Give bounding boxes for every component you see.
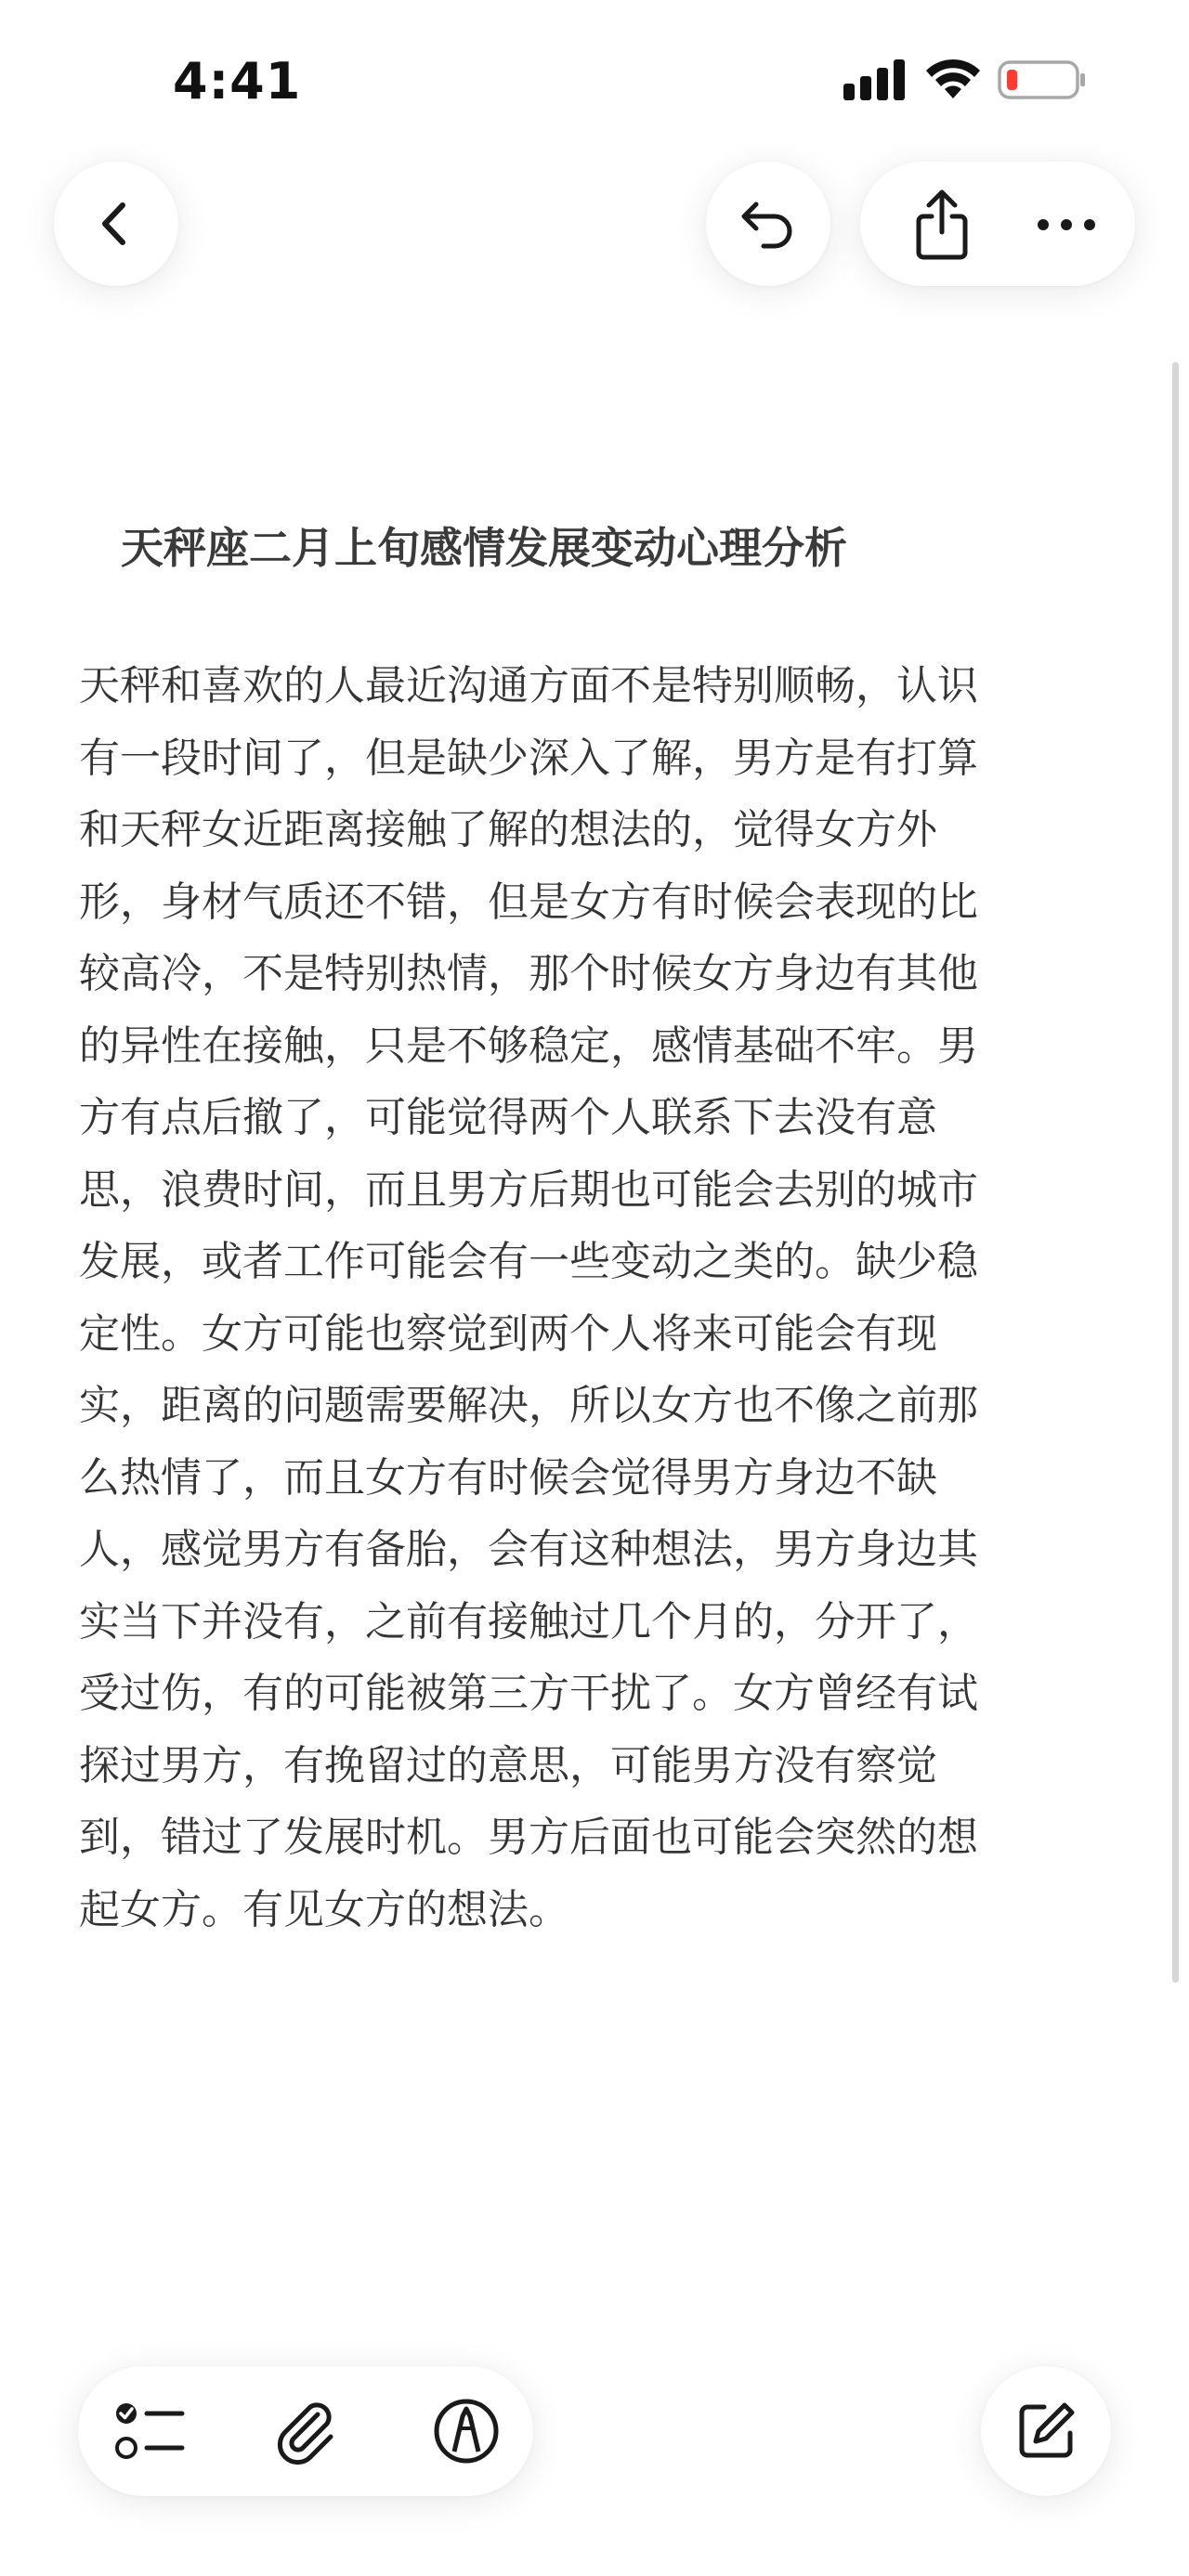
note-body-line: 人，感觉男方有备胎，会有这种想法，男方身边其 bbox=[79, 1526, 978, 1573]
undo-icon bbox=[736, 191, 801, 256]
note-body-line: 到，错过了发展时机。男方后面也可能会突然的想 bbox=[79, 1814, 978, 1861]
share-button[interactable] bbox=[899, 182, 985, 267]
note-body-line: 起女方。有见女方的想法。 bbox=[79, 1885, 569, 1933]
compose-icon bbox=[1013, 2398, 1079, 2465]
bottom-toolbar bbox=[78, 2366, 533, 2496]
note-body-line: 天秤和喜欢的人最近沟通方面不是特别顺畅，认识 bbox=[79, 662, 978, 709]
wifi-icon bbox=[924, 56, 982, 100]
share-more-group bbox=[860, 162, 1135, 286]
note-body-line: 和天秤女近距离接触了解的想法的，觉得女方外 bbox=[79, 806, 937, 853]
vertical-scrollbar[interactable] bbox=[1172, 362, 1179, 1983]
note-body-line: 定性。女方可能也察觉到两个人将来可能会有现 bbox=[79, 1309, 937, 1358]
note-body-line: 实，距离的问题需要解决，所以女方也不像之前那 bbox=[79, 1382, 978, 1429]
note-body-line: 有一段时间了，但是缺少深入了解，男方是有打算 bbox=[79, 734, 978, 782]
back-button[interactable] bbox=[54, 162, 178, 286]
undo-button[interactable] bbox=[706, 162, 830, 286]
note-title[interactable]: 天秤座二月上旬感情发展变动心理分析 bbox=[121, 523, 847, 573]
note-body-line: 较高冷，不是特别热情，那个时候女方身边有其他 bbox=[79, 950, 978, 997]
note-body-line: 的异性在接触，只是不够稳定，感情基础不牢。男 bbox=[79, 1021, 978, 1070]
note-body[interactable] bbox=[79, 650, 1101, 1945]
cellular-signal-icon bbox=[843, 59, 907, 100]
compose-button[interactable] bbox=[981, 2366, 1111, 2496]
checklist-icon bbox=[113, 2398, 188, 2465]
note-body-line: 发展，或者工作可能会有一些变动之类的。缺少稳 bbox=[79, 1238, 978, 1285]
note-body-line: 思，浪费时间，而且男方后期也可能会去别的城市 bbox=[79, 1165, 978, 1214]
note-body-line: 探过男方，有挽留过的意思，可能男方没有察觉 bbox=[79, 1741, 937, 1789]
more-button[interactable] bbox=[1024, 182, 1109, 267]
note-body-line: 方有点后撤了，可能觉得两个人联系下去没有意 bbox=[79, 1094, 937, 1141]
note-body-line: 么热情了，而且女方有时候会觉得男方身边不缺 bbox=[79, 1453, 937, 1502]
note-body-line: 形，身材气质还不错，但是女方有时候会表现的比 bbox=[79, 878, 978, 926]
note-body-line: 实当下并没有，之前有接触过几个月的，分开了， bbox=[79, 1597, 978, 1646]
markup-pen-icon bbox=[431, 2396, 502, 2466]
attachment-button[interactable] bbox=[262, 2387, 351, 2476]
note-body-line: 受过伤，有的可能被第三方干扰了。女方曾经有试 bbox=[79, 1670, 978, 1717]
chevron-left-icon bbox=[88, 196, 144, 252]
markup-button[interactable] bbox=[422, 2387, 511, 2476]
paperclip-icon bbox=[271, 2396, 342, 2466]
more-icon bbox=[1034, 215, 1099, 234]
battery-low-icon bbox=[998, 59, 1087, 100]
checklist-button[interactable] bbox=[106, 2387, 195, 2476]
share-icon bbox=[908, 188, 975, 262]
status-time: 4:41 bbox=[173, 52, 302, 111]
